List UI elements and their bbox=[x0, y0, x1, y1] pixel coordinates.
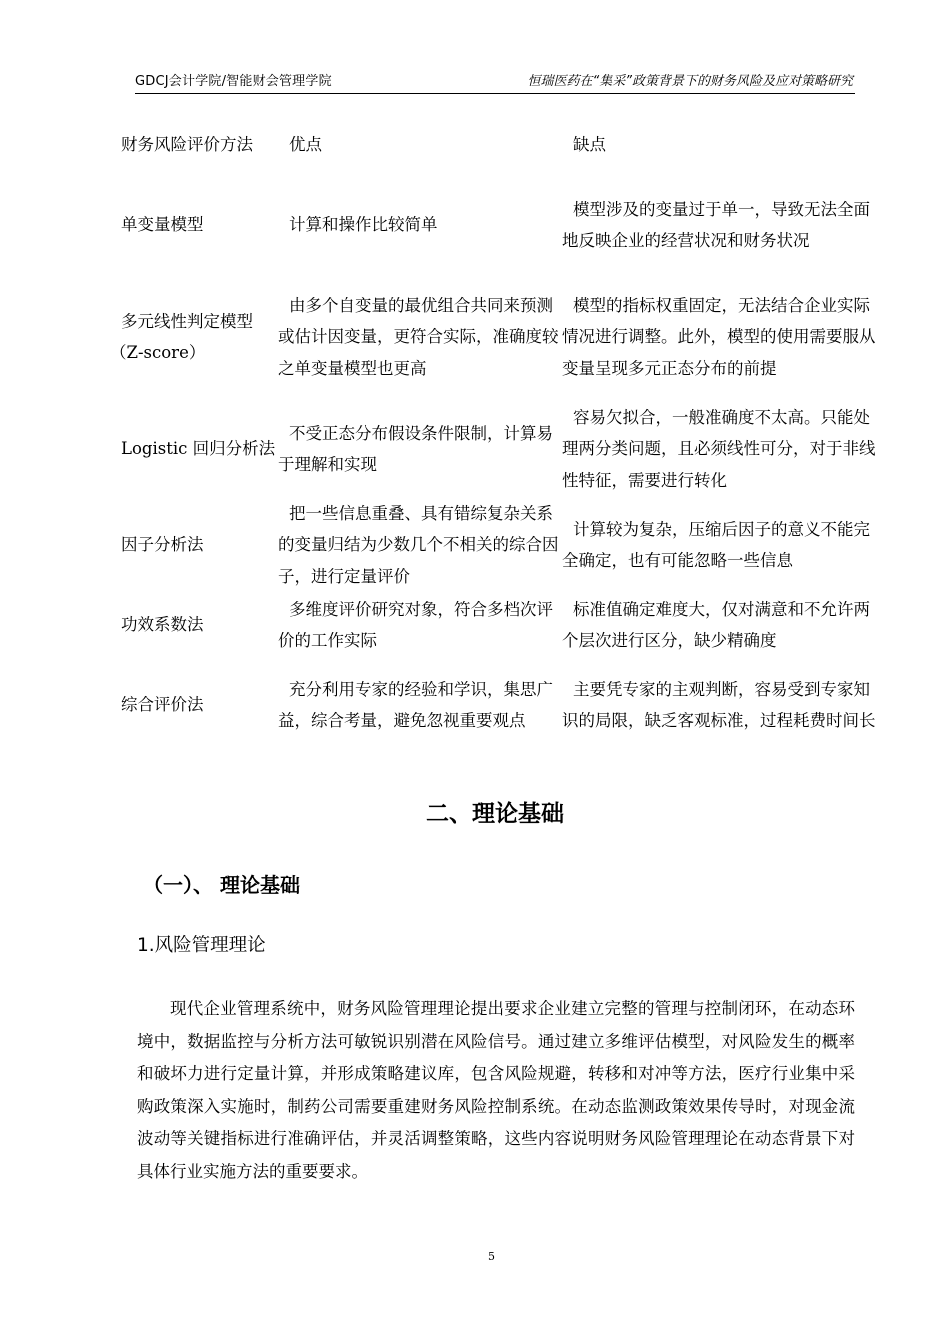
table-row bbox=[110, 657, 880, 753]
table-row bbox=[110, 273, 880, 401]
method-name: 功效系数法 bbox=[121, 615, 204, 635]
method-disadvantage: 主要凭专家的主观判断，容易受到专家知识的局限，缺乏客观标准，过程耗费时间长 bbox=[562, 679, 876, 730]
method-disadvantage: 容易欠拟合，一般准确度不太高。只能处理两分类问题，且必须线性可分，对于非线性特征，需要进行转化 bbox=[562, 407, 876, 490]
header-left: GDCJ会计学院/智能财会管理学院 bbox=[135, 74, 332, 89]
method-name: Logistic 回归分析法 bbox=[121, 439, 276, 459]
method-advantage: 充分利用专家的经验和学识，集思广益，综合考量，避免忽视重要观点 bbox=[278, 679, 553, 730]
header-divider bbox=[135, 93, 855, 94]
method-disadvantage: 模型的指标权重固定，无法结合企业实际情况进行调整。此外，模型的使用需要服从变量呈现多元正态分布的前提 bbox=[562, 295, 876, 378]
table-header-row bbox=[110, 113, 880, 177]
section-title: 二、理论基础 bbox=[426, 801, 564, 827]
body-paragraph: 现代企业管理系统中，财务风险管理理论提出要求企业建立完整的管理与控制闭环，在动态环境中，数据监控与分析方法可敏锐识别潜在风险信号。通过建立多维评估模型，对风险发生的概率和破坏力进行定量计算，并形成策略建议库，包含风险规避，转移和对冲等方法，医疗行业集中采购政策深入实施时，制药公司需要重建财务风险控制系统。在动态监测政策效果传导时，对现金流波动等关键指标进行准确评估，并灵活调整策略，这些内容说明财务风险管理理论在动态背景下对具体行业实施方法的重要要求。 bbox=[137, 999, 855, 1181]
page-number: 5 bbox=[488, 1250, 495, 1263]
method-name: 单变量模型 bbox=[121, 215, 204, 235]
method-advantage: 计算和操作比较简单 bbox=[289, 215, 438, 235]
table-row bbox=[110, 497, 880, 593]
subsection-title: （一）、 理论基础 bbox=[143, 873, 300, 897]
method-advantage: 把一些信息重叠、具有错综复杂关系的变量归结为少数几个不相关的综合因子，进行定量评价 bbox=[278, 503, 559, 586]
method-name: 因子分析法 bbox=[121, 535, 204, 555]
risk-method-table bbox=[110, 113, 880, 753]
method-advantage: 由多个自变量的最优组合共同来预测或估计因变量，更符合实际，准确度较之单变量模型也更高 bbox=[278, 295, 559, 378]
method-disadvantage: 标准值确定难度大，仅对满意和不允许两个层次进行区分，缺少精确度 bbox=[562, 599, 870, 650]
table-row bbox=[110, 177, 880, 273]
table-header-method: 财务风险评价方法 bbox=[121, 135, 253, 155]
table-row bbox=[110, 593, 880, 657]
table-header-disadvantage: 缺点 bbox=[573, 135, 606, 155]
table-row bbox=[110, 401, 880, 497]
method-advantage: 多维度评价研究对象，符合多档次评价的工作实际 bbox=[278, 599, 553, 650]
method-disadvantage: 计算较为复杂，压缩后因子的意义不能完全确定，也有可能忽略一些信息 bbox=[562, 519, 870, 570]
subsubsection-title: 1.风险管理理论 bbox=[137, 935, 266, 956]
method-name: 综合评价法 bbox=[121, 695, 204, 715]
method-name: 多元线性判定模型（Z-score） bbox=[110, 311, 253, 362]
header-right: 恒瑞医药在“集采”政策背景下的财务风险及应对策略研究 bbox=[527, 74, 853, 89]
table-header-advantage: 优点 bbox=[289, 135, 322, 155]
method-advantage: 不受正态分布假设条件限制，计算易于理解和实现 bbox=[278, 423, 553, 474]
method-disadvantage: 模型涉及的变量过于单一，导致无法全面地反映企业的经营状况和财务状况 bbox=[562, 199, 870, 250]
